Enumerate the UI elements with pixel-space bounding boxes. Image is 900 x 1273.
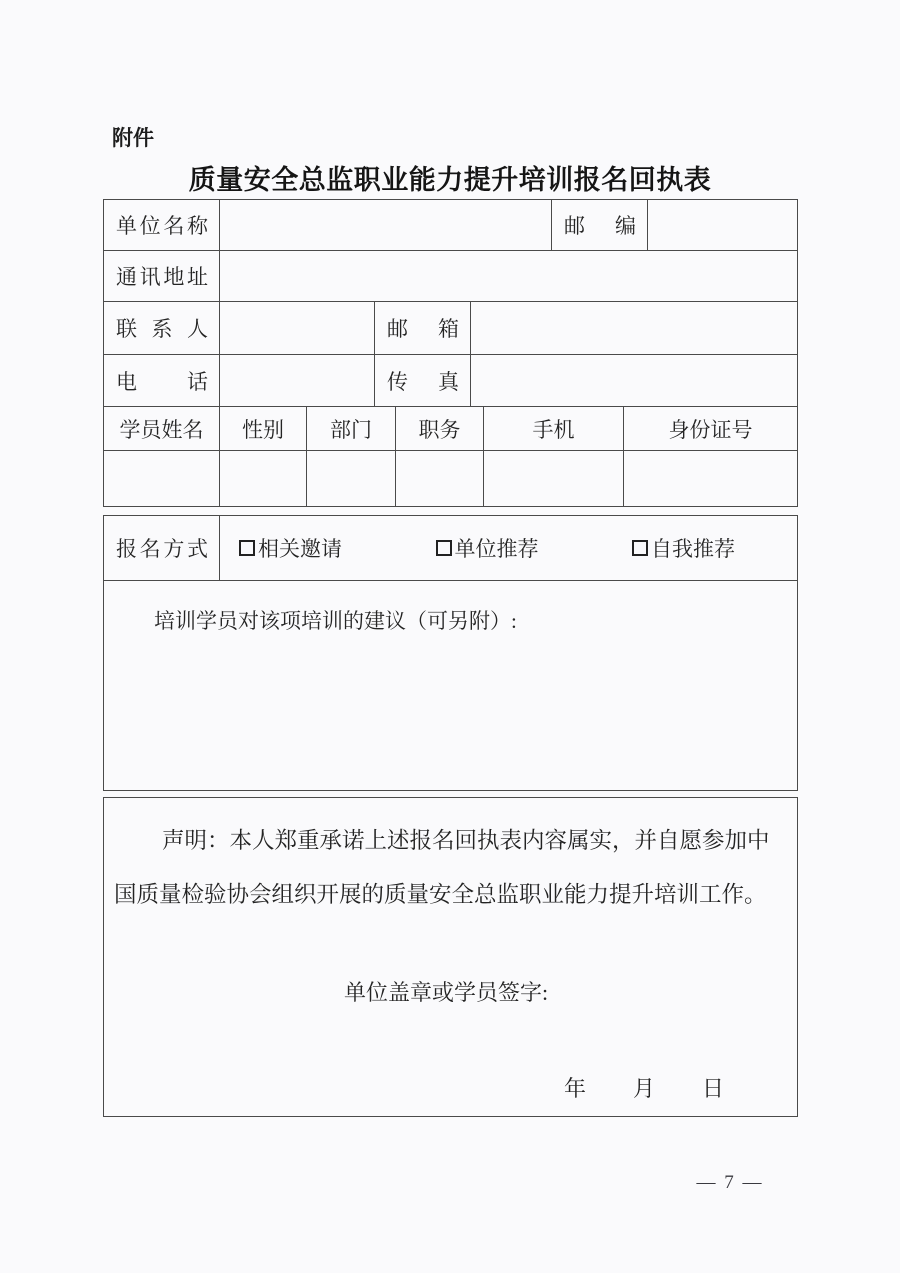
gender-cell [220, 451, 307, 506]
student-name-header: 学员姓名 [104, 407, 220, 451]
postal-code-label: 邮 编 [564, 214, 636, 238]
fax-label: 传 真 [387, 369, 459, 394]
fax-input-cell [471, 355, 797, 407]
address-label-cell [104, 251, 220, 302]
contact-input-cell [220, 302, 375, 355]
signature-label: 单位盖章或学员签字: [344, 980, 549, 1005]
registration-method-label-cell [104, 516, 220, 581]
registration-method-row [104, 516, 797, 581]
option-invitation [239, 533, 342, 563]
page-number: — 7 — [696, 1172, 764, 1193]
position-cell [396, 451, 484, 506]
email-label: 邮 箱 [387, 317, 459, 341]
attachment-label: 附件 [112, 127, 154, 150]
unit-name-input-cell [220, 200, 552, 251]
option-invitation-label: 相关邀请 [258, 537, 342, 561]
id-number-header: 身份证号 [624, 407, 797, 451]
position-header: 职务 [396, 407, 484, 451]
suggestion-cell [104, 581, 797, 790]
phone-input-cell [220, 355, 375, 407]
contact-label: 联 系 人 [116, 317, 208, 341]
table-row [104, 200, 797, 251]
contact-label-cell [104, 302, 220, 355]
unit-name-label-cell [104, 200, 220, 251]
info-table [103, 199, 798, 507]
option-unit-recommendation [436, 533, 539, 563]
address-input-cell [220, 251, 797, 302]
registration-method-label: 报名方式 [116, 537, 208, 561]
registration-method-table [103, 515, 798, 791]
declaration-block [103, 797, 798, 1117]
fax-label-cell [375, 355, 471, 407]
suggestion-row [104, 581, 797, 790]
checkbox-icon [239, 540, 255, 556]
page-title: 质量安全总监职业能力提升培训报名回执表 [188, 165, 712, 195]
postal-code-input-cell [648, 200, 797, 251]
student-data-row [104, 451, 797, 506]
email-input-cell [471, 302, 797, 355]
registration-form [103, 199, 798, 1117]
checkbox-icon [632, 540, 648, 556]
mobile-cell [484, 451, 624, 506]
department-cell [307, 451, 396, 506]
email-label-cell [375, 302, 471, 355]
registration-options-cell [220, 516, 797, 581]
unit-name-label: 单位名称 [116, 214, 208, 238]
date-label: 年 月 日 [564, 1076, 726, 1101]
id-number-cell [624, 451, 797, 506]
phone-label: 电 话 [116, 369, 208, 394]
checkbox-icon [436, 540, 452, 556]
student-name-cell [104, 451, 220, 506]
option-unit-recommendation-label: 单位推荐 [454, 537, 539, 561]
table-row [104, 355, 797, 407]
table-row [104, 251, 797, 302]
declaration-text: 声明：本人郑重承诺上述报名回执表内容属实，并自愿参加中国质量检验协会组织开展的质量安全总监职业能力提升培训工作。 [114, 828, 770, 907]
phone-label-cell [104, 355, 220, 407]
mobile-header: 手机 [484, 407, 624, 451]
option-self-recommendation [632, 533, 735, 563]
suggestion-label: 培训学员对该项培训的建议（可另附）: [154, 609, 517, 633]
address-label: 通讯地址 [116, 265, 208, 289]
table-row [104, 302, 797, 355]
department-header: 部门 [307, 407, 396, 451]
gender-header: 性别 [220, 407, 307, 451]
option-self-recommendation-label: 自我推荐 [651, 537, 735, 561]
student-header-row [104, 407, 797, 451]
postal-code-label-cell [552, 200, 648, 251]
